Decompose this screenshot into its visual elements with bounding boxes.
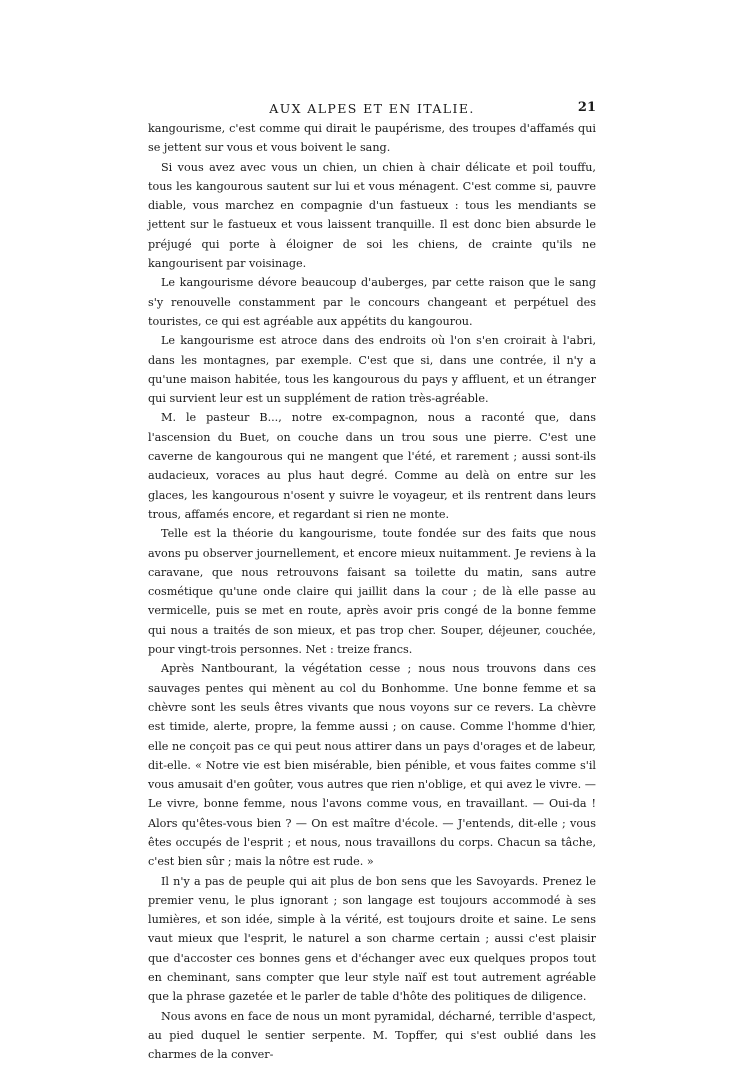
paragraph-1: kangourisme, c'est comme qui dirait le paupérisme, des troupes d'affamés qui se jettent sur vous et vous boivent le sang. (148, 122, 596, 155)
paragraph-2: Si vous avez avec vous un chien, un chien à chair délicate et poil touffu, tous les kangourous sautent sur lui et vous ménagent. C'est comme si, pauvre diable, vous marchez en compagnie d'un fastueux : tous les mendiants se jettent sur le fastueux et vous laissent tranquille. Il est donc bien absurde le préjugé qui porte à éloigner de soi les chiens, de crainte qu'ils ne kangourisent par voisinage. (148, 160, 596, 271)
paragraph-5: M. le pasteur B..., notre ex-compagnon, nous a raconté que, dans l'ascension du Buet, on couche dans un trou sous une pierre. C'est une caverne de kangourous qui ne mangent que l'été, et rarement ; aussi sont-ils audacieux, voraces au plus haut degré. Comme au delà on entre sur les glaces, les kangourous n'osent y suivre le voyageur, et ils rentrent dans leurs trous, affamés encore, et regardant si rien ne monte. (148, 411, 596, 521)
paragraph-3: Le kangourisme dévore beaucoup d'auberges, par cette raison que le sang s'y renouvelle constamment par le concours changeant et perpétuel des touristes, ce qui est agréable aux appétits du kangourou. (148, 276, 596, 328)
body-text (148, 119, 596, 1065)
paragraph-4: Le kangourisme est atroce dans des endroits où l'on s'en croirait à l'abri, dans les montagnes, par exemple. C'est que si, dans une contrée, il n'y a qu'une maison habitée, tous les kangourous du pays y affluent, et un étranger qui survient leur est un supplément de ration très-agréable. (148, 334, 596, 406)
running-header (148, 101, 596, 121)
running-title: AUX ALPES ET EN ITALIE. (269, 101, 475, 116)
paragraph-7: Après Nantbourant, la végétation cesse ; nous nous trouvons dans ces sauvages pentes qui mènent au col du Bonhomme. Une bonne femme et sa chèvre sont les seuls êtres vivants que nous voyons sur ce revers. La chèvre est timide, alerte, propre, la femme aussi ; on cause. Comme l'homme d'hier, elle ne conçoit pas ce qui peut nous attirer dans un pays d'orages et de labeur, dit-elle. « Notre vie est bien misérable, bien pénible, et vous faites comme s'il vous amusait d'en goûter, vous autres que rien n'oblige, et qui avez le vivre. — Le vivre, bonne femme, nous l'avons comme vous, en travaillant. — Oui-da ! Alors qu'êtes-vous bien ? — On est maître d'école. — J'entends, dit-elle ; vous êtes occupés de l'esprit ; et nous, nous travaillons du corps. Chacun sa tâche, c'est bien sûr ; mais la nôtre est rude. » (148, 662, 596, 869)
page-number: 21 (577, 100, 596, 115)
paragraph-6: Telle est la théorie du kangourisme, toute fondée sur des faits que nous avons pu observer journellement, et encore mieux nuitamment. Je reviens à la caravane, que nous retrouvons faisant sa toilette du matin, sans autre cosmétique qu'une onde claire qui jaillit dans la cour ; de là elle passe au vermicelle, puis se met en route, après avoir pris congé de la bonne femme qui nous a traités de son mieux, et pas trop cher. Souper, déjeuner, couchée, pour vingt-trois personnes. Net : treize francs. (148, 527, 596, 657)
paragraph-8: Il n'y a pas de peuple qui ait plus de bon sens que les Savoyards. Prenez le premier venu, le plus ignorant ; son langage est toujours accommodé à ses lumières, et son idée, simple à la vérité, est toujours droite et saine. Le sens vaut mieux que l'esprit, le naturel a son charme certain ; aussi c'est plaisir que d'accoster ces bonnes gens et d'échanger avec eux quelques propos tout en cheminant, sans compter que leur style naïf est tout autrement agréable que la phrase gazetée et le parler de table d'hôte des politiques de diligence. (148, 874, 596, 1004)
paragraph-9: Nous avons en face de nous un mont pyramidal, décharné, terrible d'aspect, au pied duquel le sentier serpente. M. Topffer, qui s'est oublié dans les charmes de la conver- (148, 1009, 596, 1062)
